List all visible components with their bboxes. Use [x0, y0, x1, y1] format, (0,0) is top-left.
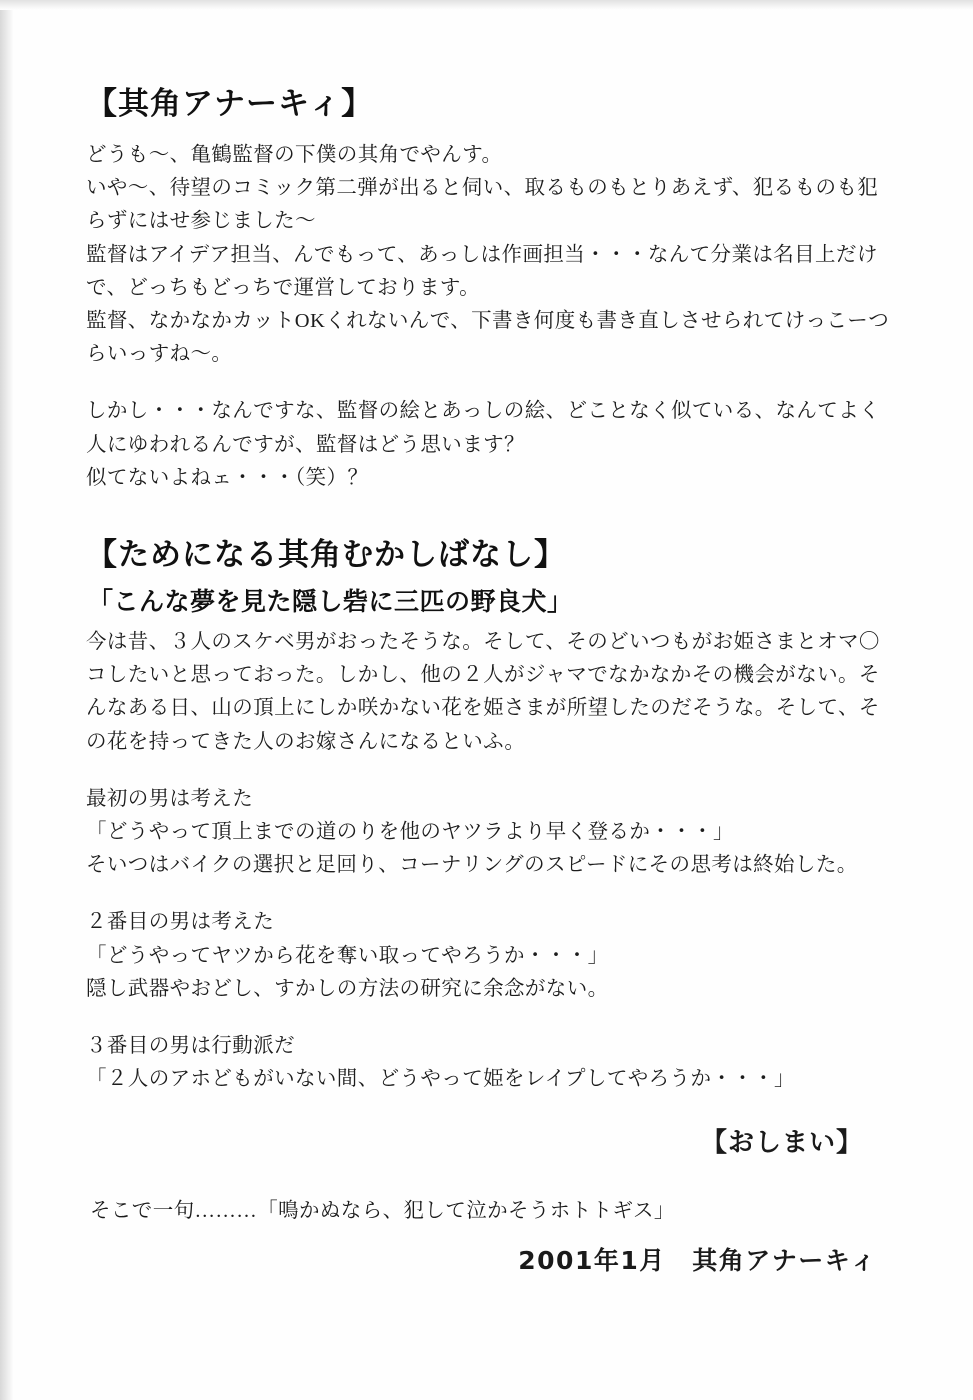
paragraph: 似てないよねェ・・・（笑）？: [86, 466, 369, 489]
section-heading-mukashibanashi: 【ためになる其角むかしばなし】: [86, 537, 566, 574]
man-quote: 「どうやって頂上までの道のりを他のヤツラより早く登るか・・・」: [86, 821, 734, 844]
closing-haiku: そこで一句………「鳴かぬなら、犯して泣かそうホトトギス」: [90, 1200, 675, 1223]
story-man-3: [86, 1030, 891, 1096]
man-tail: そいつはバイクの選択と足回り、コーナリングのスピードにその思考は終始した。: [86, 854, 858, 877]
man-lead: 最初の男は考えた: [86, 787, 254, 810]
paragraph-spacer: [86, 1006, 891, 1030]
man-tail: 隠し武器やおどし、すかしの方法の研究に余念がない。: [86, 977, 609, 1000]
paragraph: 監督、なかなかカットOKくれないんで、下書き何度も書き直しさせられてけっこーつらいっすね〜。: [86, 310, 890, 366]
man-quote: 「どうやってヤツから花を奪い取ってやろうか・・・」: [86, 944, 609, 967]
man-lead: ３番目の男は行動派だ: [86, 1035, 295, 1058]
end-mark: 【おしまい】: [700, 1128, 863, 1159]
paragraph: 監督はアイデア担当、んでもって、あっしは作画担当・・・なんて分業は名目上だけで、どっちもどっちで運営しております。: [86, 243, 878, 299]
paragraph-spacer: [86, 759, 891, 783]
paragraph-spacer: [86, 371, 891, 395]
page-edge-shadow-left: [0, 0, 14, 1400]
paragraph: 今は昔、３人のスケベ男がおったそうな。そして、そのどいつもがお姫さまとオマ〇コしたいと思っておった。しかし、他の２人がジャマでなかなかその機会がない。そんなある日、山の頂上にしか咲かない花を姫さまが所望したのだそうな。そして、その花を持ってきた人のお嫁さんになるといふ。: [86, 631, 880, 753]
paragraph: しかし・・・なんですな、監督の絵とあっしの絵、どことなく似ている、なんてよく人にゆわれるんですが、監督はどう思います？: [86, 400, 880, 456]
paragraph-spacer: [86, 882, 891, 906]
paragraph: いや〜、待望のコミック第二弾が出ると伺い、取るものもとりあえず、犯るものも犯らずにはせ参じました〜: [86, 177, 879, 233]
man-lead: ２番目の男は考えた: [86, 911, 275, 934]
story-intro-block: [86, 626, 891, 759]
signature-line: 2001年1月 其角アナーキィ: [518, 1246, 877, 1276]
page-edge-shadow-top: [0, 0, 973, 10]
section1-closing-block: [86, 395, 891, 495]
man-quote: 「２人のアホどもがいない間、どうやって姫をレイプしてやろうか・・・」: [86, 1068, 795, 1091]
paragraph: どうも〜、亀鶴監督の下僕の其角でやんす。: [86, 144, 503, 166]
story-man-1: [86, 783, 891, 883]
section1-intro-block: [86, 139, 891, 371]
story-title: 「こんな夢を見た隠し砦に三匹の野良犬」: [88, 589, 573, 617]
section-heading-kikaku-anarchy: 【其角アナーキィ】: [86, 86, 374, 122]
story-man-2: [86, 906, 891, 1006]
